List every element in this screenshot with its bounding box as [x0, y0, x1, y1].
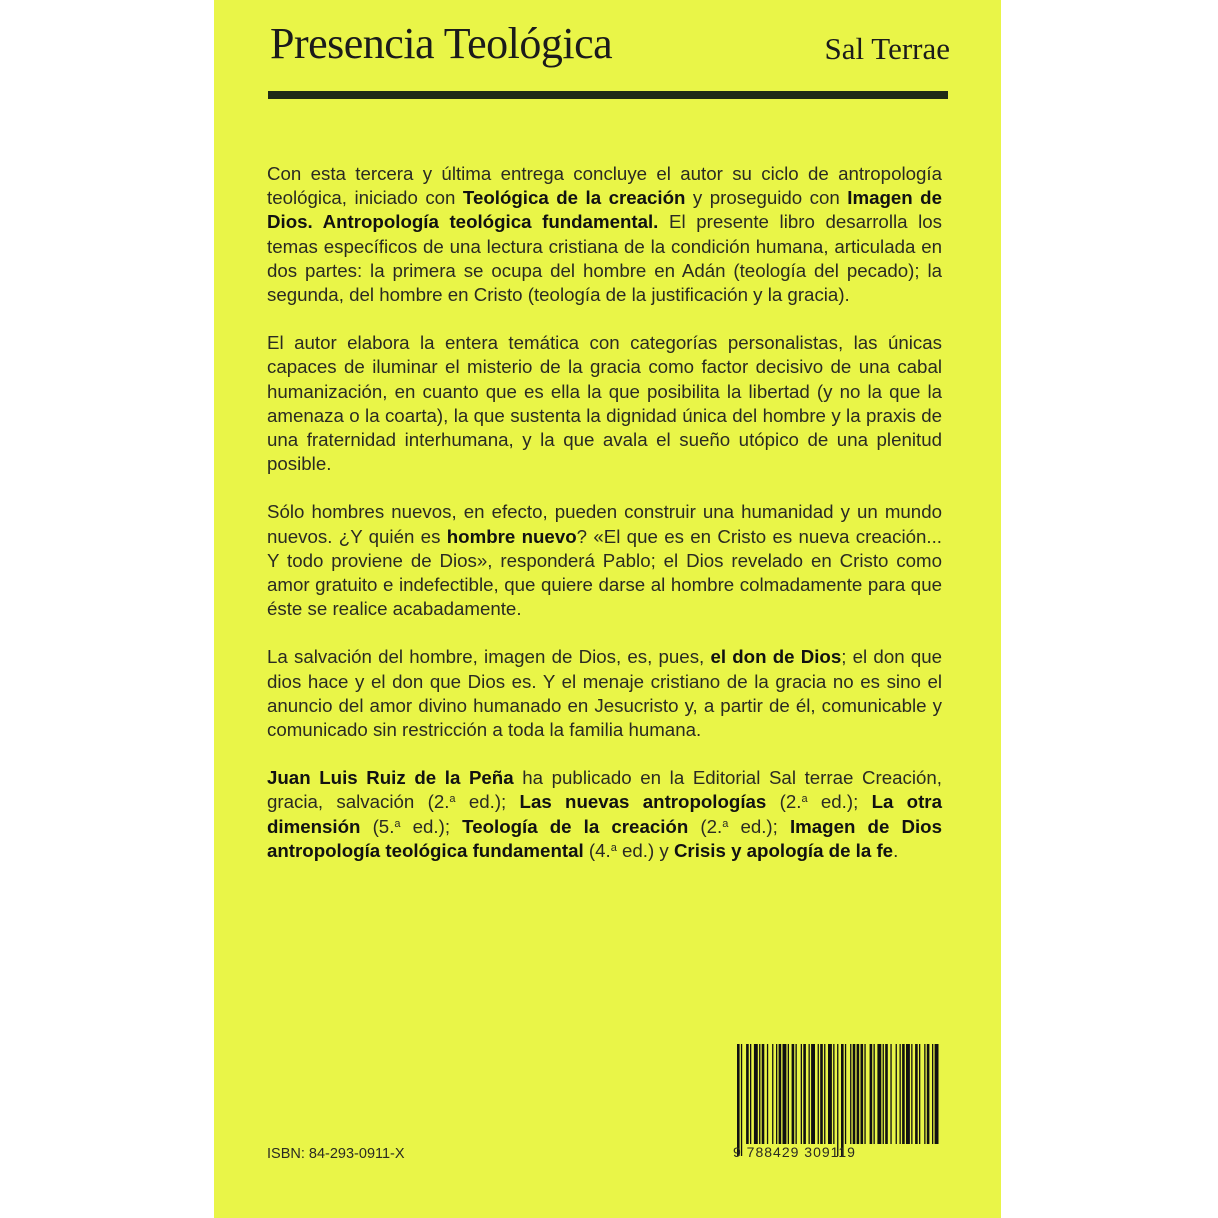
text-run: (2. — [688, 815, 723, 837]
barcode-bar — [767, 1044, 768, 1144]
barcode-bar — [853, 1044, 856, 1144]
barcode-bar — [870, 1044, 873, 1144]
barcode-bar — [746, 1044, 749, 1144]
barcode-bar — [801, 1044, 802, 1144]
blurb-paragraph-2: El autor elabora la entera temática con categorías personalistas, las únicas capaces de iluminar el misterio de la gracia como factor decisivo de una cabal humanización, en cuanto que es ella la que posibilita la libertad (y no la que la amenaza o la coarta), la que sustenta la dignidad única del hombre y la praxis de una fraternidad interhumana, y la que avala el sueño utópico de una plenitud posible. — [267, 332, 942, 475]
barcode-bar — [906, 1044, 910, 1144]
barcode-bar — [762, 1044, 765, 1144]
isbn-label: ISBN: 84-293-0911-X — [267, 1146, 405, 1162]
series-title: Presencia Teológica — [270, 19, 613, 68]
barcode-bar — [779, 1044, 782, 1144]
barcode-bar — [737, 1044, 740, 1156]
text-run: . — [893, 839, 899, 861]
header-rule — [268, 91, 948, 99]
barcode-bar — [924, 1044, 925, 1144]
barcode-bar — [792, 1044, 795, 1144]
barcode-bar — [857, 1044, 860, 1144]
barcode-bar — [845, 1044, 846, 1144]
barcode-bar — [759, 1044, 760, 1144]
book-title: Crisis y apología de la fe — [673, 839, 894, 861]
barcode-number: 9 788429 309119 — [733, 1144, 856, 1160]
barcode-bar — [754, 1044, 758, 1144]
barcode-bar — [828, 1044, 832, 1144]
text-run: ; el don que dios hace y el don que Dios es. Y el menaje cristiano de la gracia no es sino el anuncio del amor divino humanado en Jesucristo y, a partir de él, comunicable y comunicado sin restricción a toda la familia humana. — [267, 646, 942, 741]
barcode-bar — [741, 1044, 742, 1156]
barcode-bar — [911, 1044, 912, 1144]
text-run: (5. — [360, 815, 395, 837]
barcode-bar — [900, 1044, 901, 1144]
barcode-bar — [861, 1044, 864, 1144]
barcode-bar — [788, 1044, 789, 1144]
barcode-bar — [896, 1044, 897, 1144]
book-title: La otra dimensión — [267, 791, 942, 837]
text-run: ed.); — [400, 815, 463, 837]
text-run: Sólo hombres nuevos, en efecto, pueden construir una humanidad y un mundo nuevos. ¿Y quién es — [267, 501, 942, 547]
barcode-bar — [902, 1044, 905, 1144]
barcode-bar — [932, 1044, 933, 1144]
barcode-bar — [837, 1044, 838, 1156]
barcode-bar — [915, 1044, 918, 1144]
text-run: El presente libro desarrolla los temas específicos de una lectura cristiana de la condición humana, articulada en dos partes: la primera se ocupa del hombre en Adán (teología del pecado); la segunda, del hombre en Cristo (teología de la justificación y la gracia). — [267, 211, 943, 306]
blurb-paragraph-1 — [267, 162, 942, 307]
barcode-bar — [803, 1044, 806, 1144]
barcode-bar — [796, 1044, 797, 1144]
text-run: (4. — [583, 839, 611, 861]
superscript: a — [722, 817, 729, 830]
barcode-bar — [833, 1044, 834, 1144]
barcode-bar — [890, 1044, 891, 1144]
text-run: ? «El que es en Cristo es nueva creación... Y todo proviene de Dios», responderá Pablo; el Dios revelado en Cristo como amor gratuito e indefectible, que quiere darse al hombre colmadamente para que éste se realice acabadamente. — [267, 525, 942, 620]
superscript: a — [801, 793, 808, 806]
barcode-bar — [885, 1044, 888, 1144]
emphasis-el-don-de-dios: el don de Dios — [710, 646, 842, 668]
superscript: a — [449, 793, 456, 806]
book-title-imagen-de-dios: Imagen de Dios. Antropología teológica fundamental. — [267, 187, 942, 233]
barcode-bar — [809, 1044, 810, 1144]
barcode-bar — [864, 1044, 865, 1144]
text-run: Con esta tercera y última entrega concluye el autor su ciclo de antropología teológica, iniciado con — [267, 163, 942, 209]
barcode-bar — [750, 1044, 751, 1144]
barcode-bar — [919, 1044, 920, 1144]
superscript: a — [610, 841, 617, 854]
text-run: ed.); — [807, 791, 872, 813]
text-run: ed.); — [728, 815, 790, 837]
emphasis-hombre-nuevo: hombre nuevo — [446, 525, 577, 547]
barcode-bar — [927, 1044, 930, 1144]
blurb-paragraph-4 — [267, 645, 942, 742]
text-run: y proseguido con — [685, 187, 848, 209]
barcode-bar — [935, 1044, 939, 1144]
text-run: La salvación del hombre, imagen de Dios, es, pues, — [267, 646, 711, 668]
text-run: ed.); — [455, 791, 520, 813]
author-bibliography — [267, 766, 942, 863]
barcode-bar — [811, 1044, 815, 1144]
text-run: ha publicado en la Editorial Sal terrae Creación, gracia, salvación (2. — [267, 767, 942, 813]
barcode-bar — [841, 1044, 844, 1156]
publisher-name: Sal Terrae — [824, 31, 950, 66]
superscript: a — [394, 817, 401, 830]
barcode-bar — [824, 1044, 825, 1144]
barcode-bar — [783, 1044, 787, 1144]
barcode-bar — [772, 1044, 773, 1144]
blurb-paragraph-3 — [267, 500, 942, 621]
book-title: Imagen de Dios antropología teológica fundamental — [267, 815, 942, 861]
barcode-bar — [818, 1044, 819, 1144]
book-title: Las nuevas antropologías — [519, 791, 767, 813]
barcode-bar — [820, 1044, 823, 1144]
text-run: ed.) y — [616, 839, 674, 861]
blurb-text — [267, 162, 942, 887]
barcode-bar — [874, 1044, 875, 1144]
text-run: (2. — [766, 791, 802, 813]
barcode-bar — [776, 1044, 777, 1144]
barcode-bar — [850, 1044, 851, 1144]
book-title-teologica-creacion: Teológica de la creación — [462, 187, 686, 209]
barcode-bar — [877, 1044, 881, 1144]
author-name: Juan Luis Ruiz de la Peña — [267, 767, 514, 789]
book-title: Teología de la creación — [462, 815, 689, 837]
barcode-bar — [883, 1044, 884, 1144]
